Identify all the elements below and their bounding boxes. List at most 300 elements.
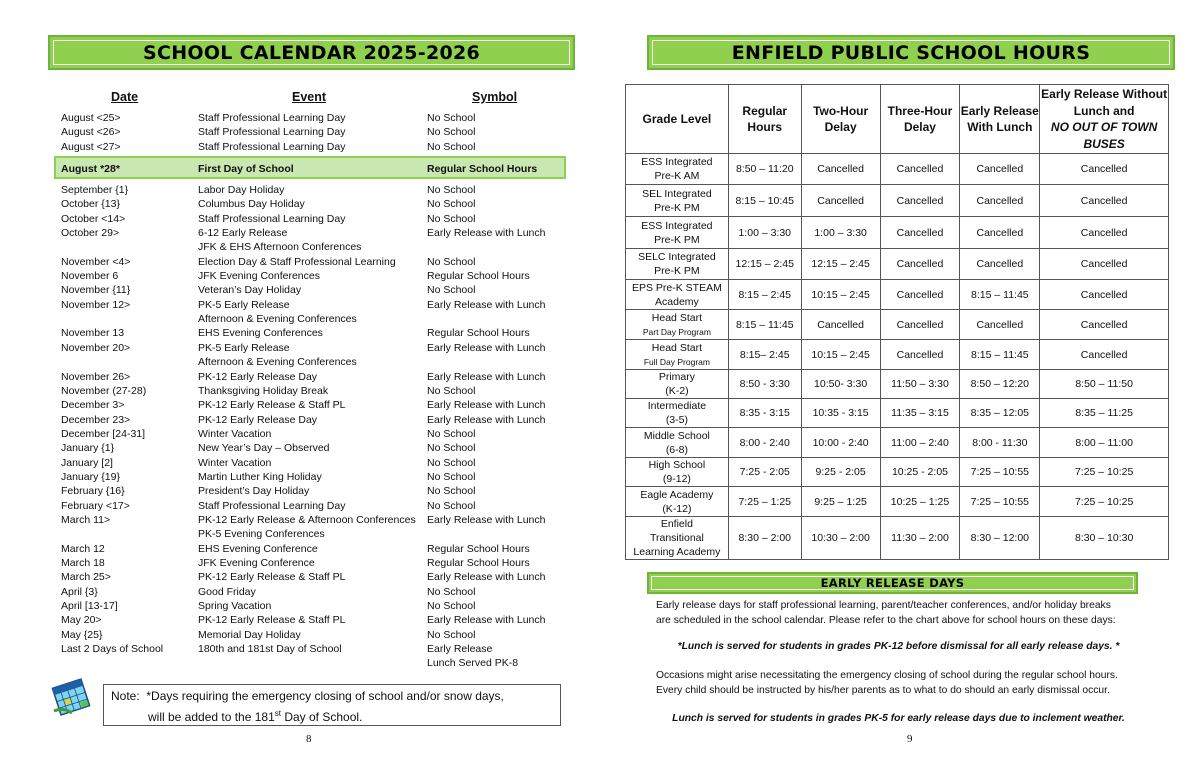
two-hour-delay-cell: 1:00 – 3:30 [801,217,880,249]
grade-level-cell [626,340,729,370]
regular-hours-cell: 8:15 – 2:45 [728,280,801,310]
calendar-event: Spring Vacation [198,600,272,612]
date-column-header: Date [111,90,139,104]
early-release-without-lunch-cell: 8:30 – 10:30 [1040,517,1169,560]
grade-level-cell [626,487,729,517]
calendar-symbol: No School [427,456,476,469]
calendar-date: March 18 [61,556,105,569]
calendar-symbol: No School [427,470,476,483]
header-early-release-without-lunch-text: Early Release Without Lunch and [1041,87,1168,118]
early-release-p1-line2: are scheduled in the school calendar. Please refer to the chart above for school hours on these days: [656,615,1116,626]
calendar-symbol: Regular School Hours [427,542,530,555]
calendar-symbol: Early Release with Lunch [427,298,546,311]
calendar-title: SCHOOL CALENDAR 2025-2026 [142,41,481,64]
calendar-symbol: No School [427,499,476,512]
calendar-row [61,370,581,384]
calendar-row [61,226,581,240]
early-release-without-lunch-cell: 7:25 – 10:25 [1040,458,1169,487]
calendar-symbol: No School [427,140,476,153]
calendar-symbol: No School [427,112,476,124]
two-hour-delay-cell: 9:25 – 1:25 [801,487,880,517]
early-release-with-lunch-cell: Cancelled [960,154,1040,185]
event-column-header: Event [292,90,327,104]
regular-hours-cell: 8:50 - 3:30 [728,370,801,399]
calendar-row [61,599,581,613]
regular-hours-cell: 8:15 – 10:45 [728,185,801,217]
calendar-event: Thanksgiving Holiday Break [198,384,329,397]
calendar-symbol: Early Release with Lunch [427,614,546,627]
calendar-event: Memorial Day Holiday [198,628,301,641]
school-hours-table [625,84,1169,560]
calendar-symbol: No School [427,384,476,397]
calendar-date: January [2] [61,456,113,469]
table-header-row [626,85,1169,154]
inclement-weather-note: Lunch is served for students in grades PK-5 for early release days due to inclement weather. [672,713,1125,724]
calendar-date: March 11> [61,513,111,526]
calendar-symbol: Regular School Hours [427,163,538,176]
two-hour-delay-cell: 10:00 - 2:40 [801,428,880,458]
two-hour-delay-cell: 10:30 – 2:00 [801,517,880,560]
early-release-with-lunch-cell: 8:30 – 12:00 [960,517,1040,560]
calendar-event: Staff Professional Learning Day [198,140,346,153]
table-row [626,280,1169,310]
calendar-row [61,513,581,527]
grade-level-cell [626,458,729,487]
calendar-event: PK-12 Early Release Day [198,413,318,426]
early-release-without-lunch-cell: Cancelled [1040,154,1169,185]
two-hour-delay-cell: 10:50- 3:30 [801,370,880,399]
three-hour-delay-cell: 11:00 – 2:40 [880,428,960,458]
calendar-row [61,398,581,412]
calendar-row [61,628,581,642]
grade-level-line: Academy [655,295,699,308]
regular-hours-cell: 8:50 – 11:20 [728,154,801,185]
grade-level-line: Intermediate [647,400,707,412]
calendar-row [61,298,581,312]
calendar-row [61,556,581,570]
grade-level-line: High School [648,459,706,471]
calendar-event: President’s Day Holiday [198,485,310,498]
early-release-p1-line1: Early release days for staff professional learning, parent/teacher conferences, and/or holiday breaks [656,600,1111,611]
calendar-symbol: Early Release with Lunch [427,413,546,426]
calendar-event: JFK & EHS Afternoon Conferences [198,241,362,254]
early-release-without-lunch-cell: Cancelled [1040,280,1169,310]
early-release-with-lunch-cell: Cancelled [960,217,1040,249]
table-row [626,458,1169,487]
calendar-event: 6-12 Early Release [198,227,288,240]
calendar-row [61,197,581,211]
early-release-without-lunch-cell: Cancelled [1040,340,1169,370]
calendar-event: JFK Evening Conferences [198,270,320,283]
grade-level-line: (K-2) [665,385,689,397]
three-hour-delay-cell: Cancelled [880,310,960,340]
grade-level-cell [626,310,729,340]
early-release-without-lunch-cell: 7:25 – 10:25 [1040,487,1169,517]
hours-title-banner [647,35,1175,70]
regular-hours-cell: 8:15 – 11:45 [728,310,801,340]
calendar-row [61,384,581,398]
header-early-release-with-lunch: Early Release With Lunch [960,85,1040,154]
calendar-symbol: Early Release with Lunch [427,370,546,383]
calendar-symbol: Regular School Hours [427,270,530,283]
grade-level-cell [626,399,729,428]
grade-level-line: SELC Integrated [638,251,716,263]
header-early-release-without-lunch [1040,85,1169,154]
grade-level-cell [626,154,729,185]
calendar-event: Martin Luther King Holiday [198,470,322,483]
calendar-row [61,427,581,441]
calendar-date: December 3> [61,399,125,412]
grade-level-cell [626,517,729,560]
calendar-row [61,341,581,355]
calendar-date: February <17> [61,499,130,512]
early-release-with-lunch-cell: 7:25 – 10:55 [960,487,1040,517]
calendar-event: Staff Professional Learning Day [198,212,346,225]
note-line-2 [111,705,560,726]
grade-level-line: Enfield [660,518,693,530]
table-row [626,310,1169,340]
grade-level-line: Head Start [651,311,702,324]
grade-level-cell [626,280,729,310]
calendar-row [61,125,581,139]
grade-level-line: (3-5) [665,414,688,426]
calendar-row [61,542,581,556]
table-row [626,217,1169,249]
calendar-row [61,570,581,584]
calendar-date: November {11} [61,284,131,297]
early-release-with-lunch-cell: 8:00 - 11:30 [960,428,1040,458]
two-hour-delay-cell: Cancelled [801,310,880,340]
calendar-row [61,255,581,269]
calendar-row [61,484,581,498]
three-hour-delay-cell: 10:25 – 1:25 [880,487,960,517]
calendar-row [61,413,581,427]
header-regular-hours: Regular Hours [728,85,801,154]
note-label: Note: [111,689,140,703]
calendar-row [61,212,581,226]
early-release-p2-line2: Every child should be instructed by his/her parents as to what to do should an early dismissal occur. [656,685,1110,696]
calendar-event: Veteran’s Day Holiday [198,284,302,297]
grade-level-cell [626,249,729,280]
three-hour-delay-cell: Cancelled [880,280,960,310]
calendar-symbol: Early Release with Lunch [427,341,546,354]
header-two-hour-delay: Two-Hour Delay [801,85,880,154]
calendar-row [61,111,581,125]
calendar-event: Columbus Day Holiday [198,198,305,211]
calendar-event: Good Friday [198,585,256,598]
grade-level-line: Eagle Academy [640,488,714,501]
calendar-event: PK-5 Early Release [198,341,290,354]
calendar-event: 180th and 181st Day of School [198,643,342,656]
grade-level-line: ESS Integrated [641,219,713,232]
calendar-date: December 23> [61,413,131,426]
grade-level-line: Head Start [651,341,702,354]
header-no-out-of-town-buses: NO OUT OF TOWN BUSES [1050,120,1158,151]
early-release-heading: EARLY RELEASE DAYS [820,576,965,590]
two-hour-delay-cell: 9:25 - 2:05 [801,458,880,487]
three-hour-delay-cell: 11:30 – 2:00 [880,517,960,560]
calendar-symbol: Lunch Served PK-8 [427,657,519,670]
early-release-with-lunch-cell: 8:15 – 11:45 [960,340,1040,370]
calendar-date: November 12> [61,298,131,311]
calendar-event: Staff Professional Learning Day [198,499,346,512]
three-hour-delay-cell: Cancelled [880,185,960,217]
calendar-date: September {1} [61,184,129,197]
early-release-with-lunch-cell: Cancelled [960,249,1040,280]
calendar-event: Labor Day Holiday [198,184,285,197]
calendar-event: EHS Evening Conferences [198,327,323,340]
table-row [626,399,1169,428]
calendar-symbol: No School [427,628,476,641]
calendar-row [61,283,581,297]
calendar-event: PK-5 Early Release [198,298,290,311]
early-release-with-lunch-cell: Cancelled [960,185,1040,217]
calendar-date: March 12 [61,542,105,555]
calendar-event: New Year’s Day – Observed [198,442,330,455]
grade-level-line: EPS Pre-K STEAM [631,281,722,294]
calendar-symbol: No School [427,126,476,139]
calendar-symbol: No School [427,485,476,498]
calendar-event: Election Day & Staff Professional Learning [198,255,396,268]
calendar-date: November 13 [61,327,125,340]
calendar-row [61,470,581,484]
grade-level-line: ESS Integrated [641,156,713,168]
calendar-date: January {19} [61,470,120,483]
grade-level-line: Pre-K AM [654,170,700,182]
early-release-without-lunch-cell: 8:35 – 11:25 [1040,399,1169,428]
calendar-date: November (27-28) [61,384,147,397]
calendar-row [61,527,581,541]
calendar-symbol: No School [427,427,476,440]
regular-hours-cell: 1:00 – 3:30 [728,217,801,249]
grade-level-cell [626,185,729,217]
calendar-symbol: No School [427,184,476,197]
two-hour-delay-cell: Cancelled [801,185,880,217]
calendar-date: April [13-17] [61,600,118,612]
calendar-event: First Day of School [198,163,294,176]
regular-hours-cell: 8:30 – 2:00 [728,517,801,560]
calendar-date: October {13} [61,198,120,211]
calendar-date: August <25> [61,112,121,124]
calendar-list [61,111,581,671]
calendar-row [61,355,581,369]
note-text-2-sup: st [274,709,281,718]
calendar-date: April {3} [61,585,98,598]
calendar-icon [50,677,92,717]
calendar-row-highlight [61,158,581,180]
two-hour-delay-cell: 12:15 – 2:45 [801,249,880,280]
calendar-symbol: No School [427,212,476,225]
calendar-event: Staff Professional Learning Day [198,126,346,139]
regular-hours-cell: 8:00 - 2:40 [728,428,801,458]
calendar-row [61,585,581,599]
calendar-event: Afternoon & Evening Conferences [198,356,357,369]
calendar-date: August <26> [61,126,121,139]
calendar-event: Afternoon & Evening Conferences [198,313,357,326]
calendar-row [61,642,581,656]
calendar-symbol: No School [427,600,476,612]
table-row [626,428,1169,458]
calendar-symbol: No School [427,255,476,268]
note-line-1 [111,688,560,705]
three-hour-delay-cell: Cancelled [880,340,960,370]
early-release-p2-line1: Occasions might arise necessitating the emergency closing of school during the regular school hours. [656,670,1118,681]
calendar-row [61,269,581,283]
calendar-symbol: No School [427,442,476,455]
calendar-event: PK-12 Early Release & Staff PL [198,399,346,412]
calendar-event: PK-12 Early Release & Afternoon Conferences [198,513,416,526]
grade-level-line: Part Day Program [642,326,711,337]
three-hour-delay-cell: 11:50 – 3:30 [880,370,960,399]
early-release-with-lunch-cell: 7:25 – 10:55 [960,458,1040,487]
calendar-event: Staff Professional Learning Day [198,112,346,124]
calendar-symbol: Early Release with Lunch [427,513,546,526]
calendar-event: PK-5 Evening Conferences [198,528,325,541]
three-hour-delay-cell: Cancelled [880,217,960,249]
grade-level-line: Full Day Program [643,356,710,367]
calendar-row [61,441,581,455]
three-hour-delay-cell: 10:25 - 2:05 [880,458,960,487]
grade-level-line: (K-12) [662,502,692,515]
calendar-symbol: No School [427,284,476,297]
calendar-date: March 25> [61,571,111,584]
grade-level-line: Pre-K PM [654,201,700,214]
calendar-event: JFK Evening Conference [198,556,315,569]
calendar-date: Last 2 Days of School [61,643,164,656]
regular-hours-cell: 7:25 – 1:25 [728,487,801,517]
calendar-event: Winter Vacation [198,427,272,440]
calendar-date: October <14> [61,212,126,225]
grade-level-line: Learning Academy [633,546,721,558]
early-release-with-lunch-cell: Cancelled [960,310,1040,340]
three-hour-delay-cell: Cancelled [880,249,960,280]
calendar-row [61,613,581,627]
calendar-symbol: Early Release with Lunch [427,571,546,584]
early-release-without-lunch-cell: Cancelled [1040,310,1169,340]
regular-hours-cell: 12:15 – 2:45 [728,249,801,280]
early-release-with-lunch-cell: 8:35 – 12:05 [960,399,1040,428]
early-release-without-lunch-cell: Cancelled [1040,185,1169,217]
grade-level-line: (6-8) [665,443,688,456]
lunch-served-note: *Lunch is served for students in grades PK-12 before dismissal for all early release days. * [677,641,1120,652]
calendar-symbol: Early Release [427,643,493,656]
calendar-title-banner [48,35,575,70]
grade-level-line: (9-12) [662,473,691,485]
calendar-date: November <4> [61,255,131,268]
grade-level-line: Transitional [649,532,704,544]
calendar-row [61,456,581,470]
early-release-banner [647,572,1138,594]
note-text-2a: will be added to the 181 [148,710,275,724]
early-release-with-lunch-cell: 8:50 – 12:20 [960,370,1040,399]
table-row [626,517,1169,560]
note-text-1: *Days requiring the emergency closing of school and/or snow days, [146,689,504,703]
calendar-date: November 26> [61,370,131,383]
calendar-symbol: Early Release with Lunch [427,399,546,412]
calendar-date: May 20> [61,614,102,627]
three-hour-delay-cell: 11:35 – 3:15 [880,399,960,428]
grade-level-line: Pre-K PM [654,265,700,277]
calendar-date: February {16} [61,485,125,498]
hours-title: ENFIELD PUBLIC SCHOOL HOURS [731,41,1091,64]
early-release-without-lunch-cell: Cancelled [1040,249,1169,280]
table-row [626,185,1169,217]
two-hour-delay-cell: 10:15 – 2:45 [801,340,880,370]
calendar-symbol: Early Release with Lunch [427,227,546,240]
calendar-event: EHS Evening Conference [198,542,318,555]
early-release-without-lunch-cell: 8:00 – 11:00 [1040,428,1169,458]
calendar-row [61,656,581,670]
calendar-row [61,312,581,326]
calendar-event: PK-12 Early Release & Staff PL [198,571,346,584]
two-hour-delay-cell: 10:35 - 3:15 [801,399,880,428]
calendar-event: PK-12 Early Release & Staff PL [198,614,346,627]
calendar-date: May {25} [61,628,103,641]
early-release-paragraph-1 [656,598,1141,628]
grade-level-line: SEL Integrated [642,187,712,200]
grade-level-line: Middle School [643,429,710,442]
two-hour-delay-cell: 10:15 – 2:45 [801,280,880,310]
calendar-row [61,140,581,154]
calendar-date: August <27> [61,140,121,153]
regular-hours-cell: 7:25 - 2:05 [728,458,801,487]
early-release-with-lunch-cell: 8:15 – 11:45 [960,280,1040,310]
calendar-symbol: No School [427,585,476,598]
note-text-2b: Day of School. [281,710,363,724]
regular-hours-cell: 8:35 - 3:15 [728,399,801,428]
calendar-row [61,499,581,513]
calendar-symbol: Regular School Hours [427,556,530,569]
three-hour-delay-cell: Cancelled [880,154,960,185]
grade-level-line: Pre-K PM [654,233,700,246]
calendar-date: January {1} [61,442,115,455]
table-row [626,340,1169,370]
calendar-row [61,326,581,340]
early-release-without-lunch-cell: Cancelled [1040,217,1169,249]
calendar-date: November 6 [61,270,119,283]
symbol-column-header: Symbol [472,90,518,104]
calendar-event: PK-12 Early Release Day [198,370,318,383]
grade-level-cell [626,370,729,399]
header-grade-level: Grade Level [626,85,729,154]
calendar-date: December [24-31] [61,427,146,440]
school-hours-body [626,154,1169,560]
page-number-left: 8 [306,733,312,745]
calendar-symbol: No School [427,198,476,211]
page-number-right: 9 [907,733,913,745]
grade-level-line: Primary [658,371,695,383]
calendar-date: August *28* [61,163,120,176]
table-row [626,487,1169,517]
early-release-without-lunch-cell: 8:50 – 11:50 [1040,370,1169,399]
calendar-symbol: Regular School Hours [427,327,530,340]
calendar-row [61,240,581,254]
calendar-row [61,183,581,197]
calendar-date: November 20> [61,341,131,354]
grade-level-cell [626,217,729,249]
calendar-event: Winter Vacation [198,456,272,469]
grade-level-cell [626,428,729,458]
early-release-paragraph-2 [656,668,1141,698]
table-row [626,154,1169,185]
calendar-date: October 29> [61,227,120,240]
table-row [626,249,1169,280]
note-box [103,684,561,726]
header-three-hour-delay: Three-Hour Delay [880,85,960,154]
two-hour-delay-cell: Cancelled [801,154,880,185]
regular-hours-cell: 8:15– 2:45 [728,340,801,370]
table-row [626,370,1169,399]
